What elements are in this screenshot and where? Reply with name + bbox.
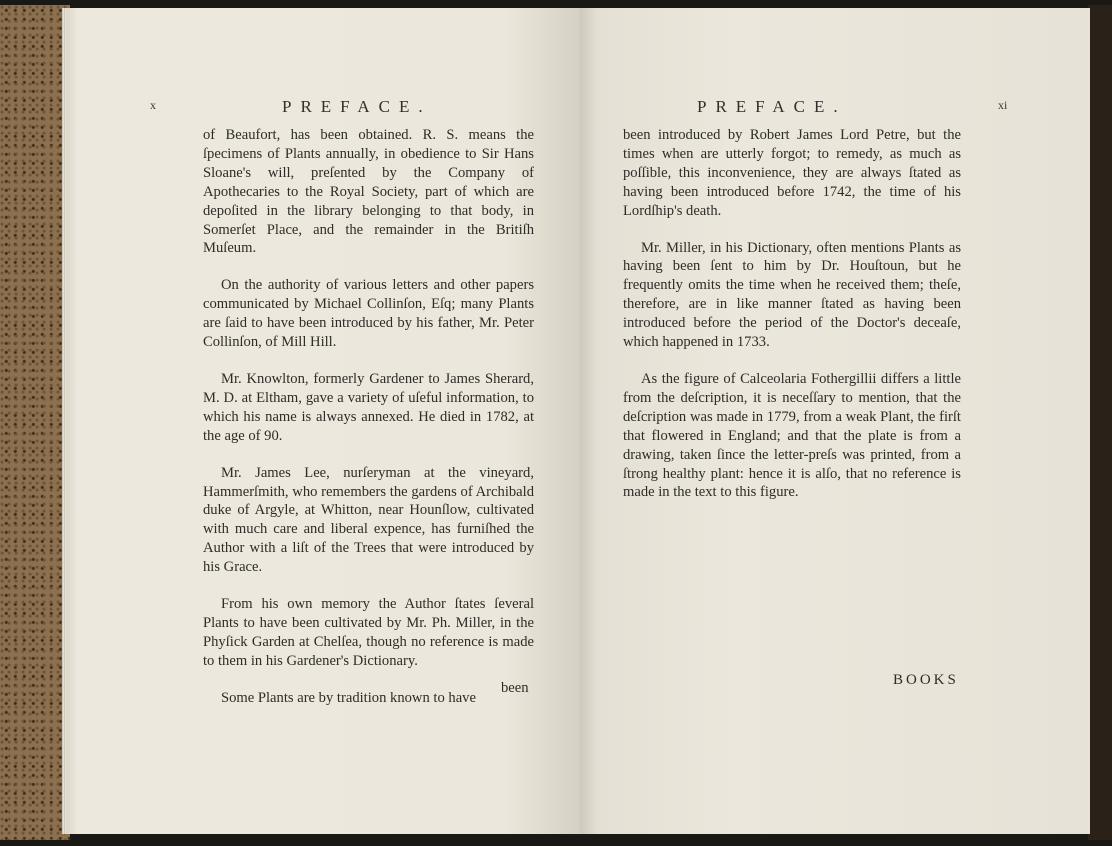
- left-running-head: PREFACE.: [282, 97, 432, 116]
- paragraph: been introduced by Robert James Lord Petre, but the times when are utterly forgot; to remedy, as much as poſſible, this inconvenience, they are always ſtated as having been introduced before 1742, the time of his Lordſhip's death.: [623, 127, 961, 219]
- right-page-number: xi: [998, 98, 1008, 112]
- page-edges: [62, 8, 66, 834]
- paragraph: Mr. Miller, in his Dictionary, often mentions Plants as having been ſent to him by Dr. Houſtoun, but he frequently omits the time when he received them; theſe, therefore, are in like manner ſtated as having been introduced before the period of the Doctor's deceaſe, which happened in 1733.: [623, 239, 961, 351]
- paragraph: Mr. Knowlton, formerly Gardener to James Sherard, M. D. at Eltham, gave a variety of uſeful information, to which his name is always annexed. He died in 1782, at the age of 90.: [203, 370, 534, 444]
- right-page-text: [623, 126, 961, 520]
- book-cover-left: [0, 5, 70, 840]
- paragraph: Mr. James Lee, nurſeryman at the vineyard, Hammerſmith, who remembers the gardens of Archibald duke of Argyle, at Whitton, near Hounſlow, cultivated with much care and liberal expence, has furniſhed the Author with a liſt of the Trees that were introduced by his Grace.: [203, 464, 534, 576]
- paragraph: As the figure of Calceolaria Fothergillii differs a little from the deſcription, it is neceſſary to mention, that the deſcription was made in 1779, from a weak Plant, the firſt that flowered in England; and that the plate is from a drawing, taken ſince the letter-preſs was printed, from a ſtrong healthy plant: hence it is alſo, that no reference is made in the text to this figure.: [623, 370, 961, 501]
- left-page-number: x: [150, 98, 156, 112]
- left-page-text: [203, 126, 534, 708]
- book-cover-right: [1088, 5, 1112, 840]
- paragraph: On the authority of various letters and other papers communicated by Michael Collinſon, Eſq; many Plants are ſaid to have been introduced by his father, Mr. Peter Collinſon, of Mill Hill.: [203, 277, 534, 351]
- left-catchword: been: [501, 680, 529, 696]
- paragraph: Some Plants are by tradition known to have: [221, 689, 476, 706]
- paragraph: of Beaufort, has been obtained. R. S. means the ſpecimens of Plants annually, in obedience to Sir Hans Sloane's will, preſented by the Company of Apothecaries to the Royal Society, part of which are depoſited in the library belonging to that body, in Somerſet Place, and the remainder in the Britiſh Muſeum.: [203, 127, 534, 257]
- paragraph: From his own memory the Author ſtates ſeveral Plants to have been cultivated by Mr. Ph. Miller, in the Phyſick Garden at Chelſea, though no reference is made to them in his Gardener's Dictionary.: [203, 596, 534, 669]
- right-catchword: BOOKS: [893, 672, 959, 688]
- right-running-head: PREFACE.: [697, 97, 847, 116]
